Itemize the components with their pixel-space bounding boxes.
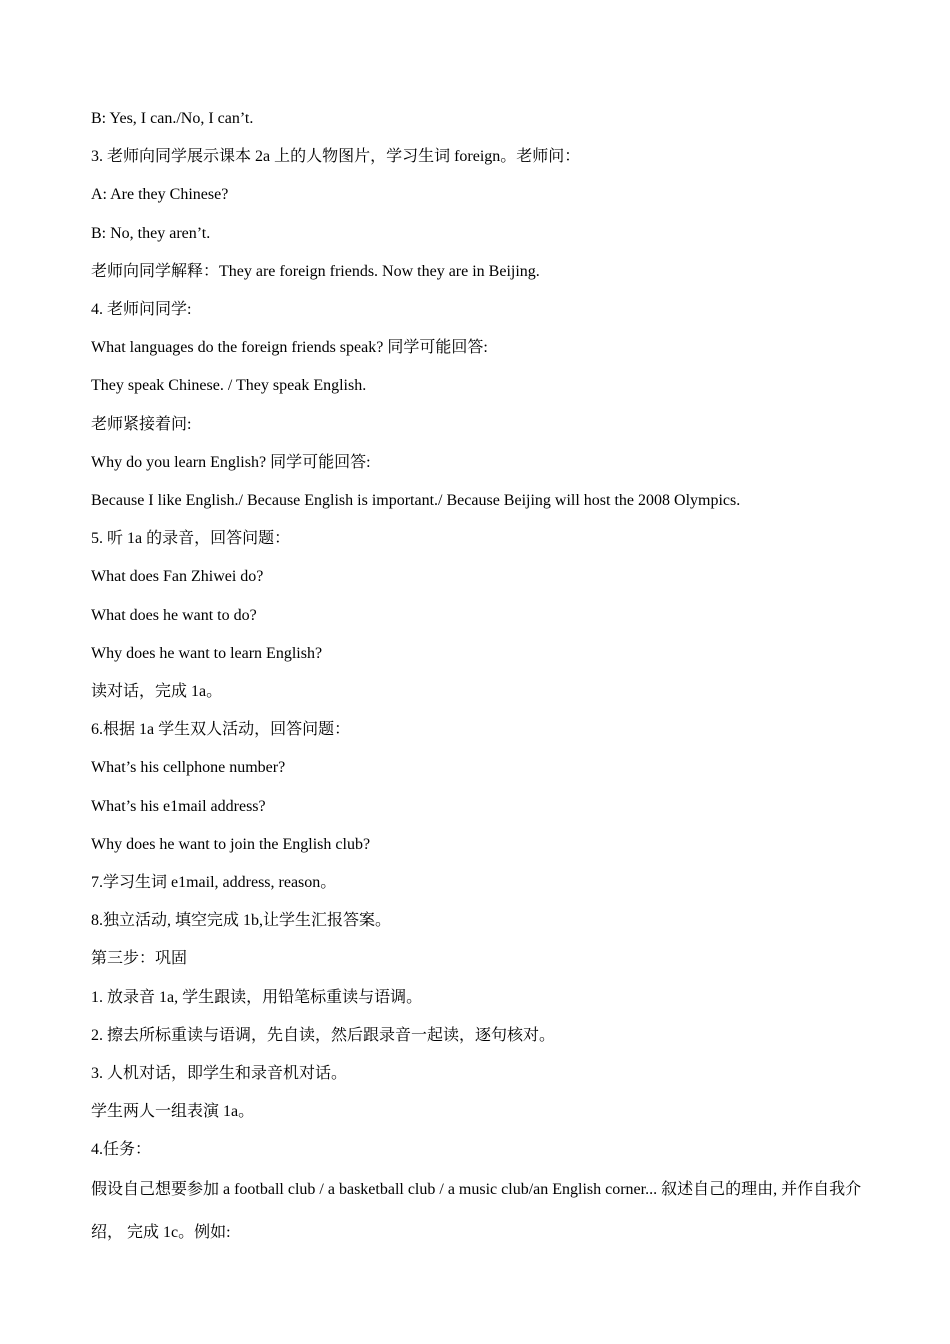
text-line: Because I like English./ Because English is important./ Because Beijing will host the 2008 Olympics. — [91, 492, 741, 510]
text-line: 5. 听 1a 的录音，回答问题： — [91, 530, 291, 548]
text-line: 7.学习生词 e1mail, address, reason。 — [91, 874, 337, 892]
text-line: 1. 放录音 1a, 学生跟读，用铅笔标重读与语调。 — [91, 988, 423, 1006]
text-line: 4. 老师问同学: — [91, 301, 192, 319]
text-line: B: No, they aren’t. — [91, 224, 211, 242]
text-line: What’s his e1mail address? — [91, 797, 266, 815]
text-line: 老师向同学解释：They are foreign friends. Now they are in Beijing. — [91, 262, 540, 280]
text-line: What’s his cellphone number? — [91, 759, 286, 777]
text-line: They speak Chinese. / They speak English. — [91, 377, 367, 395]
text-line: Why do you learn English? 同学可能回答: — [91, 453, 371, 471]
text-line: What does he want to do? — [91, 606, 257, 624]
text-line: A: Are they Chinese? — [91, 186, 229, 204]
text-line: What languages do the foreign friends speak? 同学可能回答: — [91, 339, 488, 357]
text-line: 老师紧接着问: — [91, 415, 192, 433]
task-paragraph: 假设自己想要参加 a football club / a basketball club / a music club/an English corner... 叙述自己的理由, 并作自我介绍， 完成 1c。例如: — [91, 1180, 862, 1241]
section-heading: 第三步：巩固 — [91, 950, 188, 968]
text-line: 6.根据 1a 学生双人活动，回答问题： — [91, 721, 351, 739]
text-line: 2. 擦去所标重读与语调，先自读，然后跟录音一起读，逐句核对。 — [91, 1026, 556, 1044]
text-line: 学生两人一组表演 1a。 — [91, 1103, 255, 1121]
text-line: 3. 人机对话，即学生和录音机对话。 — [91, 1065, 348, 1083]
text-line: Why does he want to learn English? — [91, 644, 323, 662]
text-line: B: Yes, I can./No, I can’t. — [91, 110, 254, 127]
text-line: 8.独立活动, 填空完成 1b,让学生汇报答案。 — [91, 912, 392, 930]
text-line: Why does he want to join the English club? — [91, 835, 371, 853]
text-line: 4.任务： — [91, 1141, 152, 1159]
text-line: 3. 老师向同学展示课本 2a 上的人物图片，学习生词 foreign。老师问： — [91, 148, 581, 166]
text-line: What does Fan Zhiwei do? — [91, 568, 264, 586]
document-page — [91, 100, 871, 1254]
text-line: 读对话，完成 1a。 — [91, 683, 223, 701]
